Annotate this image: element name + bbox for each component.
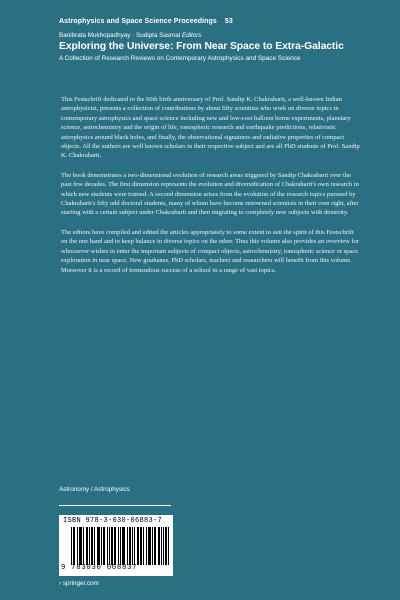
barcode-bars <box>71 527 169 565</box>
editors-names: Banibrata Mukhopadhyay · Sudipta Sasmal <box>59 32 181 39</box>
footer-divider <box>59 505 171 506</box>
publisher-link[interactable] <box>59 580 179 587</box>
publisher-url: springer.com <box>62 580 99 587</box>
subject-category: Astronomy / Astrophysics <box>59 486 130 493</box>
cover-header <box>59 18 389 62</box>
editors-role: Editors <box>181 32 202 39</box>
series-name: Astrophysics and Space Science Proceedings <box>59 18 217 25</box>
blurb-paragraph-1: This Festschrift dedicated to the 60th birth anniversary of Prof. Sandip K. Chakrabarti, a well-known Indian astrophysicist, presents a collection of contributions by about fifty scientists who work on diverse topics in contemporary astrophysics and space science including new and low-cost balloon borne experiments, planetary science, astrochemistry and the origin of life, ionospheric research and earthquake predictions, relativistic astrophysics around black holes, and finally, the observational signatures and radiative properties of compact objects. All the authors are well known scholars in their respective subject and are all PhD students of Prof. Sandip K. Chakrabarti. <box>61 96 360 160</box>
link-bullet: › <box>59 580 62 587</box>
series-line <box>59 18 389 25</box>
volume-number: 53 <box>224 18 233 25</box>
blurb <box>61 95 361 285</box>
blurb-paragraph-2: The book demonstrates a two-dimensional evolution of research areas triggered by Sandip Chakrabarti over the past few decades. The first dimension represents the evolution and diversification of Chakrabarti's own research in which new students were trained. A second dimension arises from the evolution of the research topics pursued by Chakrabarti's fifty odd doctoral students, many of whom have become renowned scientists in their own right, after starting with a certain subject under Chakrabarti and then migrating to completely new subjects with dexterity. <box>61 171 359 217</box>
isbn-text: ISBN 978-3-030-06883-7 <box>63 517 163 525</box>
barcode-digits: 9 783030 068837 <box>61 564 138 572</box>
editors-line <box>59 32 389 39</box>
isbn-barcode <box>59 515 173 576</box>
cover-footer <box>59 486 179 587</box>
blurb-paragraph-3: The editors have compiled and edited the articles appropriately to some extent to suit the spirit of this Festschrift on the one hand and to keep balance in diverse topics on the other. Thus this volume also provides an overview for whosoever wishes to enter the important subjects of compact objects, astrochemistry, ionospheric science or space exploration in near space. New graduates, PhD scholars, teachers and researchers will benefit from this volume. Moreover it is a record of tremendous success of a school in a range of vast topics. <box>61 228 360 274</box>
book-title: Exploring the Universe: From Near Space to Extra-Galactic <box>59 41 344 52</box>
book-subtitle: A Collection of Research Reviews on Contemporary Astrophysics and Space Science <box>59 55 301 62</box>
